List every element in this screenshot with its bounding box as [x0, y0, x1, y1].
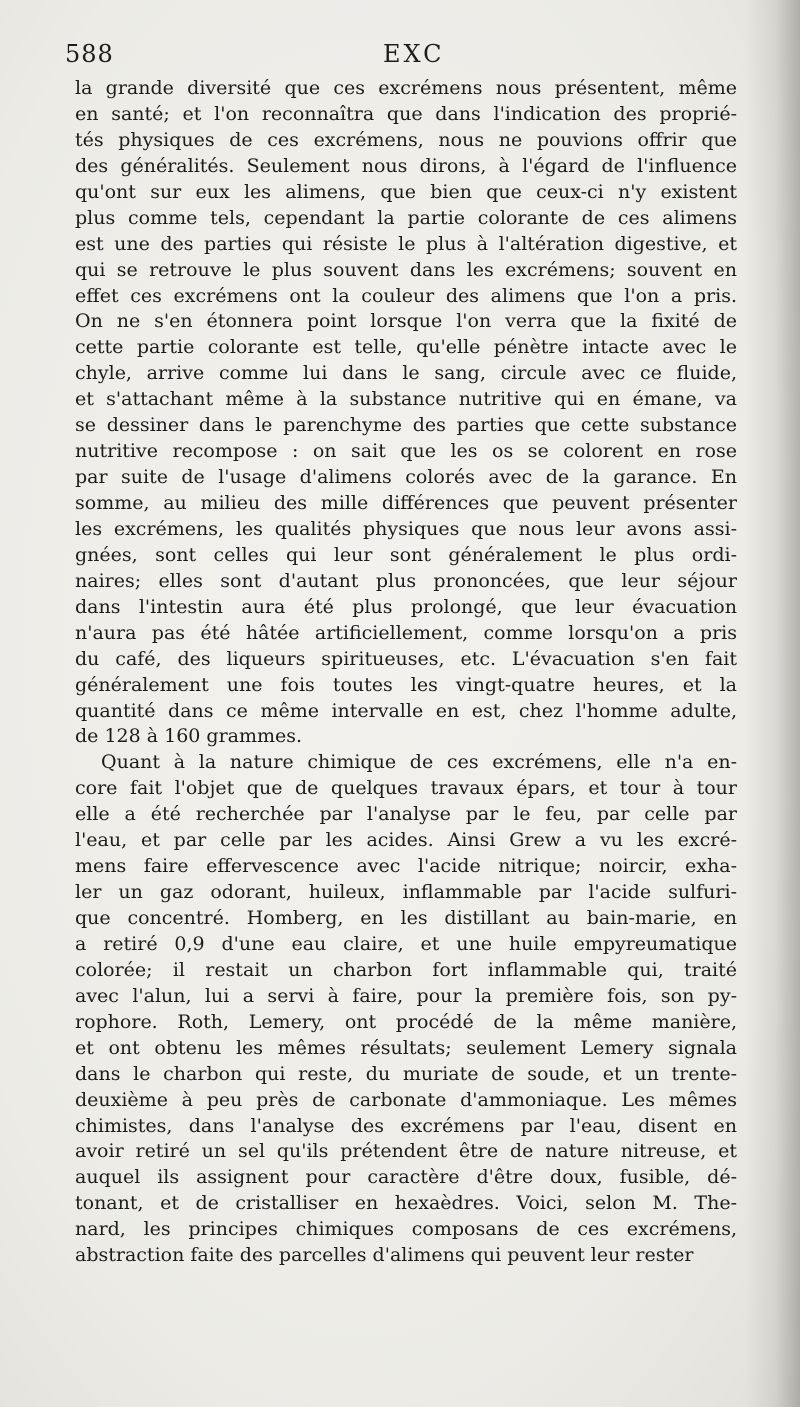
running-title: EXC — [383, 40, 445, 68]
text-line: tés physiques de ces excrémens, nous ne pouvions offrir que — [75, 128, 737, 151]
body-text — [75, 76, 737, 1269]
text-line: chimistes, dans l'analyse des excrémens par l'eau, disent en — [75, 1114, 737, 1137]
text-line: abstraction faite des parcelles d'alimens qui peuvent leur rester — [75, 1244, 694, 1267]
text-line: dans l'intestin aura été plus prolongé, que leur évacuation — [75, 595, 737, 618]
page-number: 588 — [65, 40, 114, 68]
text-line: qui se retrouve le plus souvent dans les excrémens; souvent en — [75, 258, 737, 281]
text-line: colorée; il restait un charbon fort inflammable qui, traité — [75, 958, 737, 981]
text-line: et s'attachant même à la substance nutritive qui en émane, va — [75, 388, 737, 411]
text-line: rophore. Roth, Lemery, ont procédé de la même manière, — [75, 1010, 737, 1033]
text-line: nutritive recompose : on sait que les os se colorent en rose — [75, 440, 737, 463]
text-line: On ne s'en étonnera point lorsque l'on verra que la fixité de — [75, 310, 737, 333]
text-line: nard, les principes chimiques composans de ces excrémens, — [75, 1218, 737, 1241]
text-line: naires; elles sont d'autant plus prononcées, que leur séjour — [75, 569, 737, 592]
text-line: est une des parties qui résiste le plus à l'altération digestive, et — [75, 232, 737, 255]
running-head — [65, 40, 735, 72]
gutter-shadow — [745, 0, 800, 1407]
text-line: généralement une fois toutes les vingt-quatre heures, et la — [75, 673, 737, 696]
text-line: gnées, sont celles qui leur sont généralement le plus ordi- — [75, 543, 737, 566]
text-line: des généralités. Seulement nous dirons, à l'égard de l'influence — [75, 154, 737, 177]
text-line: qu'ont sur eux les alimens, que bien que ceux-ci n'y existent — [75, 180, 737, 203]
text-line: n'aura pas été hâtée artificiellement, comme lorsqu'on a pris — [75, 621, 737, 644]
paragraph-2 — [75, 750, 737, 1269]
text-line: avoir retiré un sel qu'ils prétendent être de nature nitreuse, et — [75, 1140, 737, 1163]
text-line: la grande diversité que ces excrémens nous présentent, même — [75, 77, 737, 99]
text-line: mens faire effervescence avec l'acide nitrique; noircir, exha- — [75, 855, 737, 878]
text-line: ler un gaz odorant, huileux, inflammable par l'acide sulfuri- — [75, 881, 737, 904]
text-line: se dessiner dans le parenchyme des parties que cette substance — [75, 414, 737, 437]
text-line: tonant, et de cristalliser en hexaèdres. Voici, selon M. The- — [75, 1192, 737, 1215]
text-line: somme, au milieu des mille différences que peuvent présenter — [75, 492, 737, 514]
text-line: a retiré 0,9 d'une eau claire, et une huile empyreumatique — [75, 932, 737, 955]
text-line: du café, des liqueurs spiritueuses, etc. L'évacuation s'en fait — [75, 647, 737, 670]
text-line: deuxième à peu près de carbonate d'ammoniaque. Les mêmes — [75, 1088, 737, 1111]
text-line: par suite de l'usage d'alimens colorés avec de la garance. En — [75, 466, 737, 489]
text-line: dans le charbon qui reste, du muriate de soude, et un trente- — [75, 1062, 737, 1085]
text-line: chyle, arrive comme lui dans le sang, circule avec ce fluide, — [75, 362, 737, 385]
text-line: quantité dans ce même intervalle en est, chez l'homme adulte, — [75, 699, 737, 722]
text-line: core fait l'objet que de quelques travaux épars, et tour à tour — [75, 777, 737, 800]
text-line: en santé; et l'on reconnaîtra que dans l'indication des proprié- — [75, 102, 737, 125]
text-line: elle a été recherchée par l'analyse par le feu, par celle par — [75, 803, 737, 826]
text-line: et ont obtenu les mêmes résultats; seulement Lemery signala — [75, 1036, 737, 1059]
text-line: les excrémens, les qualités physiques que nous leur avons assi- — [75, 517, 737, 540]
text-line: de 128 à 160 grammes. — [75, 725, 303, 748]
text-line: effet ces excrémens ont la couleur des alimens que l'on a pris. — [75, 284, 737, 307]
text-line: auquel ils assignent pour caractère d'être doux, fusible, dé- — [75, 1166, 737, 1189]
text-line: cette partie colorante est telle, qu'elle pénètre intacte avec le — [75, 336, 737, 359]
text-line: plus comme tels, cependant la partie colorante de ces alimens — [75, 206, 737, 229]
text-line: avec l'alun, lui a servi à faire, pour la première fois, son py- — [75, 984, 737, 1007]
text-line: l'eau, et par celle par les acides. Ainsi Grew a vu les excré- — [75, 829, 737, 852]
text-line: Quant à la nature chimique de ces excrémens, elle n'a en- — [101, 751, 737, 774]
text-line: que concentré. Homberg, en les distillant au bain-marie, en — [75, 907, 737, 929]
paragraph-1 — [75, 76, 737, 750]
